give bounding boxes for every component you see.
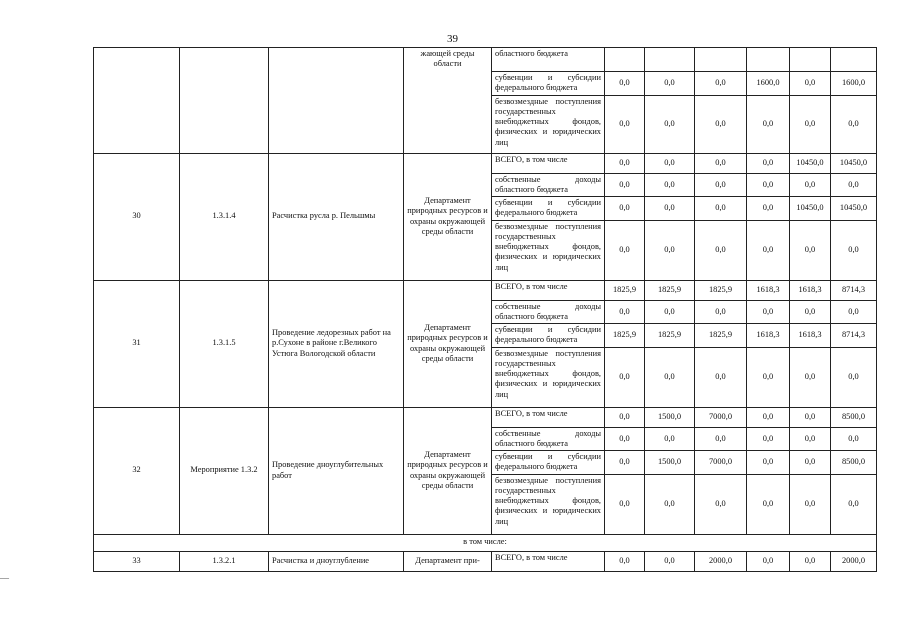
amount-cell: 0,0 xyxy=(747,95,790,153)
amount-cell: 0,0 xyxy=(747,197,790,221)
entry-number: 30 xyxy=(94,153,180,280)
amount-cell: 0,0 xyxy=(605,153,645,173)
amount-cell: 1825,9 xyxy=(645,324,695,348)
amount-cell: 8714,3 xyxy=(831,280,877,300)
amount-cell: 7000,0 xyxy=(695,451,747,475)
table-row xyxy=(94,280,877,300)
amount-cell: 0,0 xyxy=(790,95,831,153)
amount-cell: 1500,0 xyxy=(645,407,695,427)
amount-cell: 1825,9 xyxy=(695,280,747,300)
amount-cell xyxy=(695,48,747,72)
amount-cell: 1600,0 xyxy=(747,72,790,96)
amount-cell: 0,0 xyxy=(747,347,790,407)
entry-number: 31 xyxy=(94,280,180,407)
page-number: 39 xyxy=(447,33,458,45)
amount-cell: 0,0 xyxy=(695,197,747,221)
amount-cell: 0,0 xyxy=(695,153,747,173)
amount-cell: 0,0 xyxy=(695,427,747,451)
responsible-agency: Департамент при- xyxy=(404,551,492,571)
amount-cell: 0,0 xyxy=(645,153,695,173)
amount-cell: 0,0 xyxy=(605,427,645,451)
amount-cell: 1618,3 xyxy=(790,280,831,300)
amount-cell: 8500,0 xyxy=(831,407,877,427)
entry-code: 1.3.1.4 xyxy=(180,153,269,280)
amount-cell: 0,0 xyxy=(790,300,831,324)
amount-cell: 0,0 xyxy=(645,347,695,407)
section-separator: в том числе: xyxy=(94,534,877,551)
table-row xyxy=(94,534,877,551)
amount-cell: 0,0 xyxy=(831,95,877,153)
amount-cell: 0,0 xyxy=(645,427,695,451)
amount-cell: 0,0 xyxy=(645,551,695,571)
entry-code xyxy=(180,48,269,154)
amount-cell: 0,0 xyxy=(831,347,877,407)
amount-cell: 7000,0 xyxy=(695,407,747,427)
funding-source: областного бюджета xyxy=(492,48,605,72)
amount-cell: 0,0 xyxy=(645,72,695,96)
entry-name xyxy=(269,48,404,154)
amount-cell xyxy=(747,48,790,72)
amount-cell: 0,0 xyxy=(605,474,645,534)
amount-cell: 1600,0 xyxy=(831,72,877,96)
amount-cell: 0,0 xyxy=(645,95,695,153)
amount-cell: 0,0 xyxy=(747,451,790,475)
responsible-agency: жающей среды области xyxy=(404,48,492,154)
funding-source: безвозмездные поступления государственных внебюджетных фондов, физических и юридических лиц xyxy=(492,347,605,407)
funding-source: безвозмездные поступления государственных внебюджетных фондов, физических и юридических лиц xyxy=(492,474,605,534)
amount-cell: 1825,9 xyxy=(695,324,747,348)
amount-cell xyxy=(831,48,877,72)
amount-cell: 0,0 xyxy=(695,300,747,324)
amount-cell: 10450,0 xyxy=(790,197,831,221)
entry-number: 33 xyxy=(94,551,180,571)
entry-number: 32 xyxy=(94,407,180,534)
amount-cell: 0,0 xyxy=(747,220,790,280)
budget-table xyxy=(93,47,877,572)
amount-cell: 0,0 xyxy=(605,300,645,324)
entry-code: Мероприятие 1.3.2 xyxy=(180,407,269,534)
amount-cell: 0,0 xyxy=(747,153,790,173)
amount-cell: 0,0 xyxy=(645,300,695,324)
responsible-agency: Департамент природных ресурсов и охраны окружающей среды области xyxy=(404,280,492,407)
table-row xyxy=(94,48,877,72)
amount-cell: 0,0 xyxy=(747,407,790,427)
amount-cell: 10450,0 xyxy=(831,153,877,173)
amount-cell: 0,0 xyxy=(605,72,645,96)
amount-cell: 0,0 xyxy=(695,347,747,407)
amount-cell xyxy=(605,48,645,72)
amount-cell: 10450,0 xyxy=(790,153,831,173)
amount-cell: 0,0 xyxy=(605,173,645,197)
funding-source: ВСЕГО, в том числе xyxy=(492,551,605,571)
responsible-agency: Департамент природных ресурсов и охраны окружающей среды области xyxy=(404,153,492,280)
table-row xyxy=(94,551,877,571)
funding-source: субвенции и субсидии федерального бюджета xyxy=(492,72,605,96)
amount-cell: 0,0 xyxy=(605,451,645,475)
entry-number xyxy=(94,48,180,154)
entry-name: Расчистка и дноуглубление xyxy=(269,551,404,571)
amount-cell xyxy=(790,48,831,72)
amount-cell: 0,0 xyxy=(747,427,790,451)
funding-source: собственные доходы областного бюджета xyxy=(492,173,605,197)
amount-cell: 0,0 xyxy=(747,300,790,324)
entry-name: Проведение дноуглубительных работ xyxy=(269,407,404,534)
amount-cell: 0,0 xyxy=(747,173,790,197)
amount-cell: 0,0 xyxy=(790,551,831,571)
amount-cell: 0,0 xyxy=(831,427,877,451)
funding-source: ВСЕГО, в том числе xyxy=(492,153,605,173)
amount-cell: 0,0 xyxy=(831,220,877,280)
funding-source: субвенции и субсидии федерального бюджета xyxy=(492,197,605,221)
entry-name: Проведение ледорезных работ на р.Сухоне в районе г.Великого Устюга Вологодской области xyxy=(269,280,404,407)
margin-mark: — xyxy=(0,573,9,583)
amount-cell: 0,0 xyxy=(790,474,831,534)
amount-cell: 0,0 xyxy=(790,427,831,451)
table-row xyxy=(94,153,877,173)
funding-source: субвенции и субсидии федерального бюджета xyxy=(492,451,605,475)
amount-cell: 0,0 xyxy=(645,173,695,197)
amount-cell: 0,0 xyxy=(605,95,645,153)
amount-cell: 0,0 xyxy=(645,197,695,221)
amount-cell: 0,0 xyxy=(605,551,645,571)
amount-cell: 0,0 xyxy=(605,197,645,221)
amount-cell: 1500,0 xyxy=(645,451,695,475)
table-row xyxy=(94,407,877,427)
amount-cell: 8500,0 xyxy=(831,451,877,475)
amount-cell: 1618,3 xyxy=(747,324,790,348)
amount-cell: 0,0 xyxy=(747,551,790,571)
funding-source: ВСЕГО, в том числе xyxy=(492,280,605,300)
amount-cell: 0,0 xyxy=(790,173,831,197)
entry-code: 1.3.1.5 xyxy=(180,280,269,407)
funding-source: субвенции и субсидии федерального бюджета xyxy=(492,324,605,348)
amount-cell: 0,0 xyxy=(695,173,747,197)
amount-cell: 10450,0 xyxy=(831,197,877,221)
entry-name: Расчистка русла р. Пельшмы xyxy=(269,153,404,280)
amount-cell: 1618,3 xyxy=(747,280,790,300)
amount-cell: 1825,9 xyxy=(605,280,645,300)
amount-cell: 0,0 xyxy=(605,347,645,407)
amount-cell: 0,0 xyxy=(695,220,747,280)
amount-cell: 0,0 xyxy=(605,407,645,427)
amount-cell xyxy=(645,48,695,72)
amount-cell: 0,0 xyxy=(645,474,695,534)
funding-source: ВСЕГО, в том числе xyxy=(492,407,605,427)
amount-cell: 0,0 xyxy=(831,173,877,197)
amount-cell: 2000,0 xyxy=(831,551,877,571)
amount-cell: 8714,3 xyxy=(831,324,877,348)
responsible-agency: Департамент природных ресурсов и охраны окружающей среды области xyxy=(404,407,492,534)
amount-cell: 0,0 xyxy=(790,220,831,280)
amount-cell: 0,0 xyxy=(790,347,831,407)
funding-source: безвозмездные поступления государственных внебюджетных фондов, физических и юридических лиц xyxy=(492,220,605,280)
amount-cell: 0,0 xyxy=(695,72,747,96)
entry-code: 1.3.2.1 xyxy=(180,551,269,571)
amount-cell: 0,0 xyxy=(645,220,695,280)
amount-cell: 2000,0 xyxy=(695,551,747,571)
funding-source: собственные доходы областного бюджета xyxy=(492,300,605,324)
amount-cell: 0,0 xyxy=(747,474,790,534)
amount-cell: 1825,9 xyxy=(645,280,695,300)
amount-cell: 0,0 xyxy=(695,95,747,153)
amount-cell: 0,0 xyxy=(790,451,831,475)
amount-cell: 0,0 xyxy=(790,72,831,96)
funding-source: безвозмездные поступления государственных внебюджетных фондов, физических и юридических лиц xyxy=(492,95,605,153)
amount-cell: 0,0 xyxy=(831,474,877,534)
funding-source: собственные доходы областного бюджета xyxy=(492,427,605,451)
amount-cell: 0,0 xyxy=(605,220,645,280)
amount-cell: 0,0 xyxy=(790,407,831,427)
amount-cell: 0,0 xyxy=(831,300,877,324)
amount-cell: 1825,9 xyxy=(605,324,645,348)
amount-cell: 1618,3 xyxy=(790,324,831,348)
amount-cell: 0,0 xyxy=(695,474,747,534)
